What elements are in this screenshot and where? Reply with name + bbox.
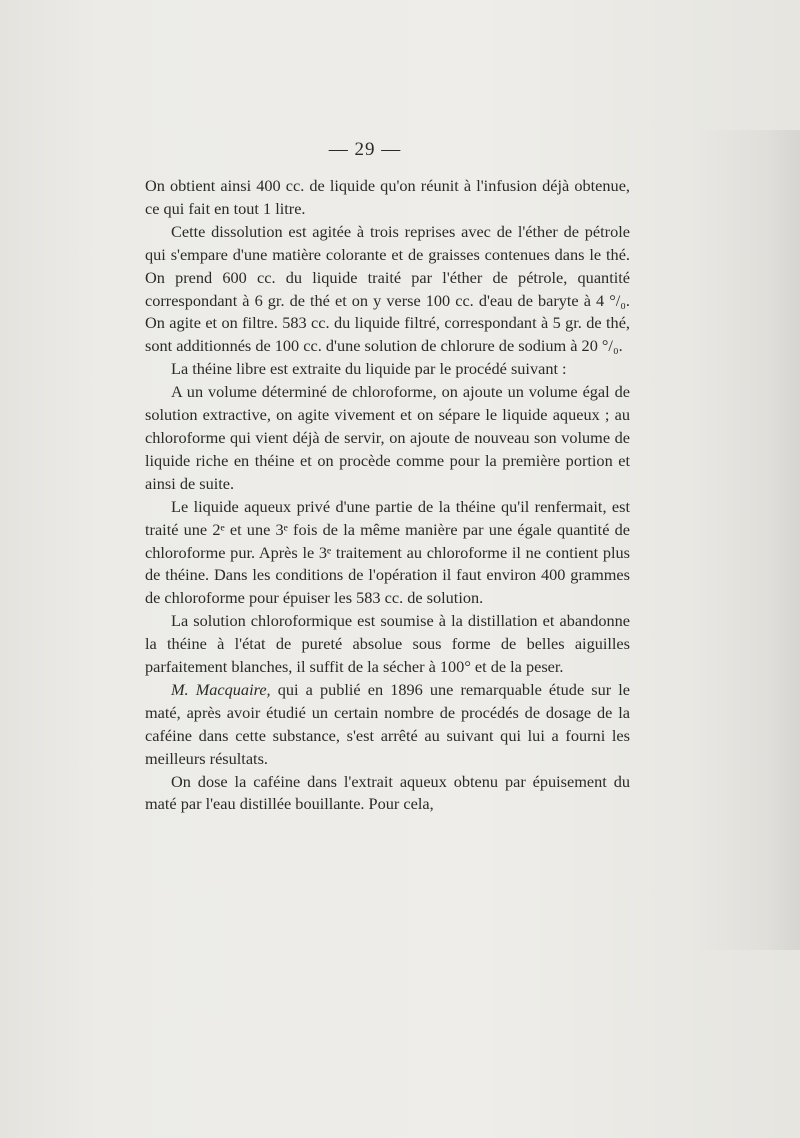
- page-number: — 29 —: [328, 139, 402, 160]
- author-name: M. Macquaire,: [171, 679, 271, 699]
- paragraph-5: Le liquide aqueux privé d'une partie de la théine qu'il renfermait, est traité une 2ᵉ et une 3ᵉ fois de la même manière par une égale quantité de chloroforme pur. Après le 3ᵉ traitement au chloroforme il ne contient plus de théine. Dans les conditions de l'opération il faut environ 400 grammes de chloroforme pour épuiser les 583 cc. de solution.: [145, 496, 630, 608]
- paragraph-4: A un volume déterminé de chloroforme, on ajoute un volume égal de solution extractive, on agite vivement et on sépare le liquide aqueux ; au chloroforme qui vient déjà de servir, on ajoute de nouveau son volume de liquide riche en théine et on procède comme pour la première portion et ainsi de suite.: [145, 382, 630, 493]
- paragraph-8: On dose la caféine dans l'extrait aqueux obtenu par épuisement du maté par l'eau distillée bouillante. Pour cela,: [145, 771, 630, 814]
- paragraph-6: La solution chloroformique est soumise à la distillation et abandonne la théine à l'état de pureté absolue sous forme de belles aiguilles parfaitement blanches, il suffit de la sécher à 100° et de la peser.: [145, 611, 630, 677]
- page-edge-shadow: [690, 130, 800, 950]
- paragraph-2: Cette dissolution est agitée à trois reprises avec de l'éther de pétrole qui s'empare d'une matière colorante et de graisses contenues dans le thé. On prend 600 cc. du liquide traité par l'éther de pétrole, quantité correspondant à 6 gr. de thé et on y verse 100 cc. d'eau de baryte à 4 °/₀. On agite et on filtre. 583 cc. du liquide filtré, correspondant à 5 gr. de thé, sont additionnés de 100 cc. d'une solution de chlorure de sodium à 20 °/₀.: [145, 221, 630, 356]
- paragraph-7-text: qui a publié en 1896 une remarquable étude sur le maté, après avoir étudié un certain nombre de procédés de dosage de la caféine dans cette substance, s'est arrêté au suivant qui lui a fourni les meilleurs résultats.: [145, 679, 630, 768]
- paragraph-7: [145, 679, 630, 771]
- body-text: [145, 175, 630, 816]
- paragraph-1: On obtient ainsi 400 cc. de liquide qu'on réunit à l'infusion déjà obtenue, ce qui fait en tout 1 litre.: [145, 176, 630, 218]
- paragraph-3: La théine libre est extraite du liquide par le procédé suivant :: [171, 359, 567, 379]
